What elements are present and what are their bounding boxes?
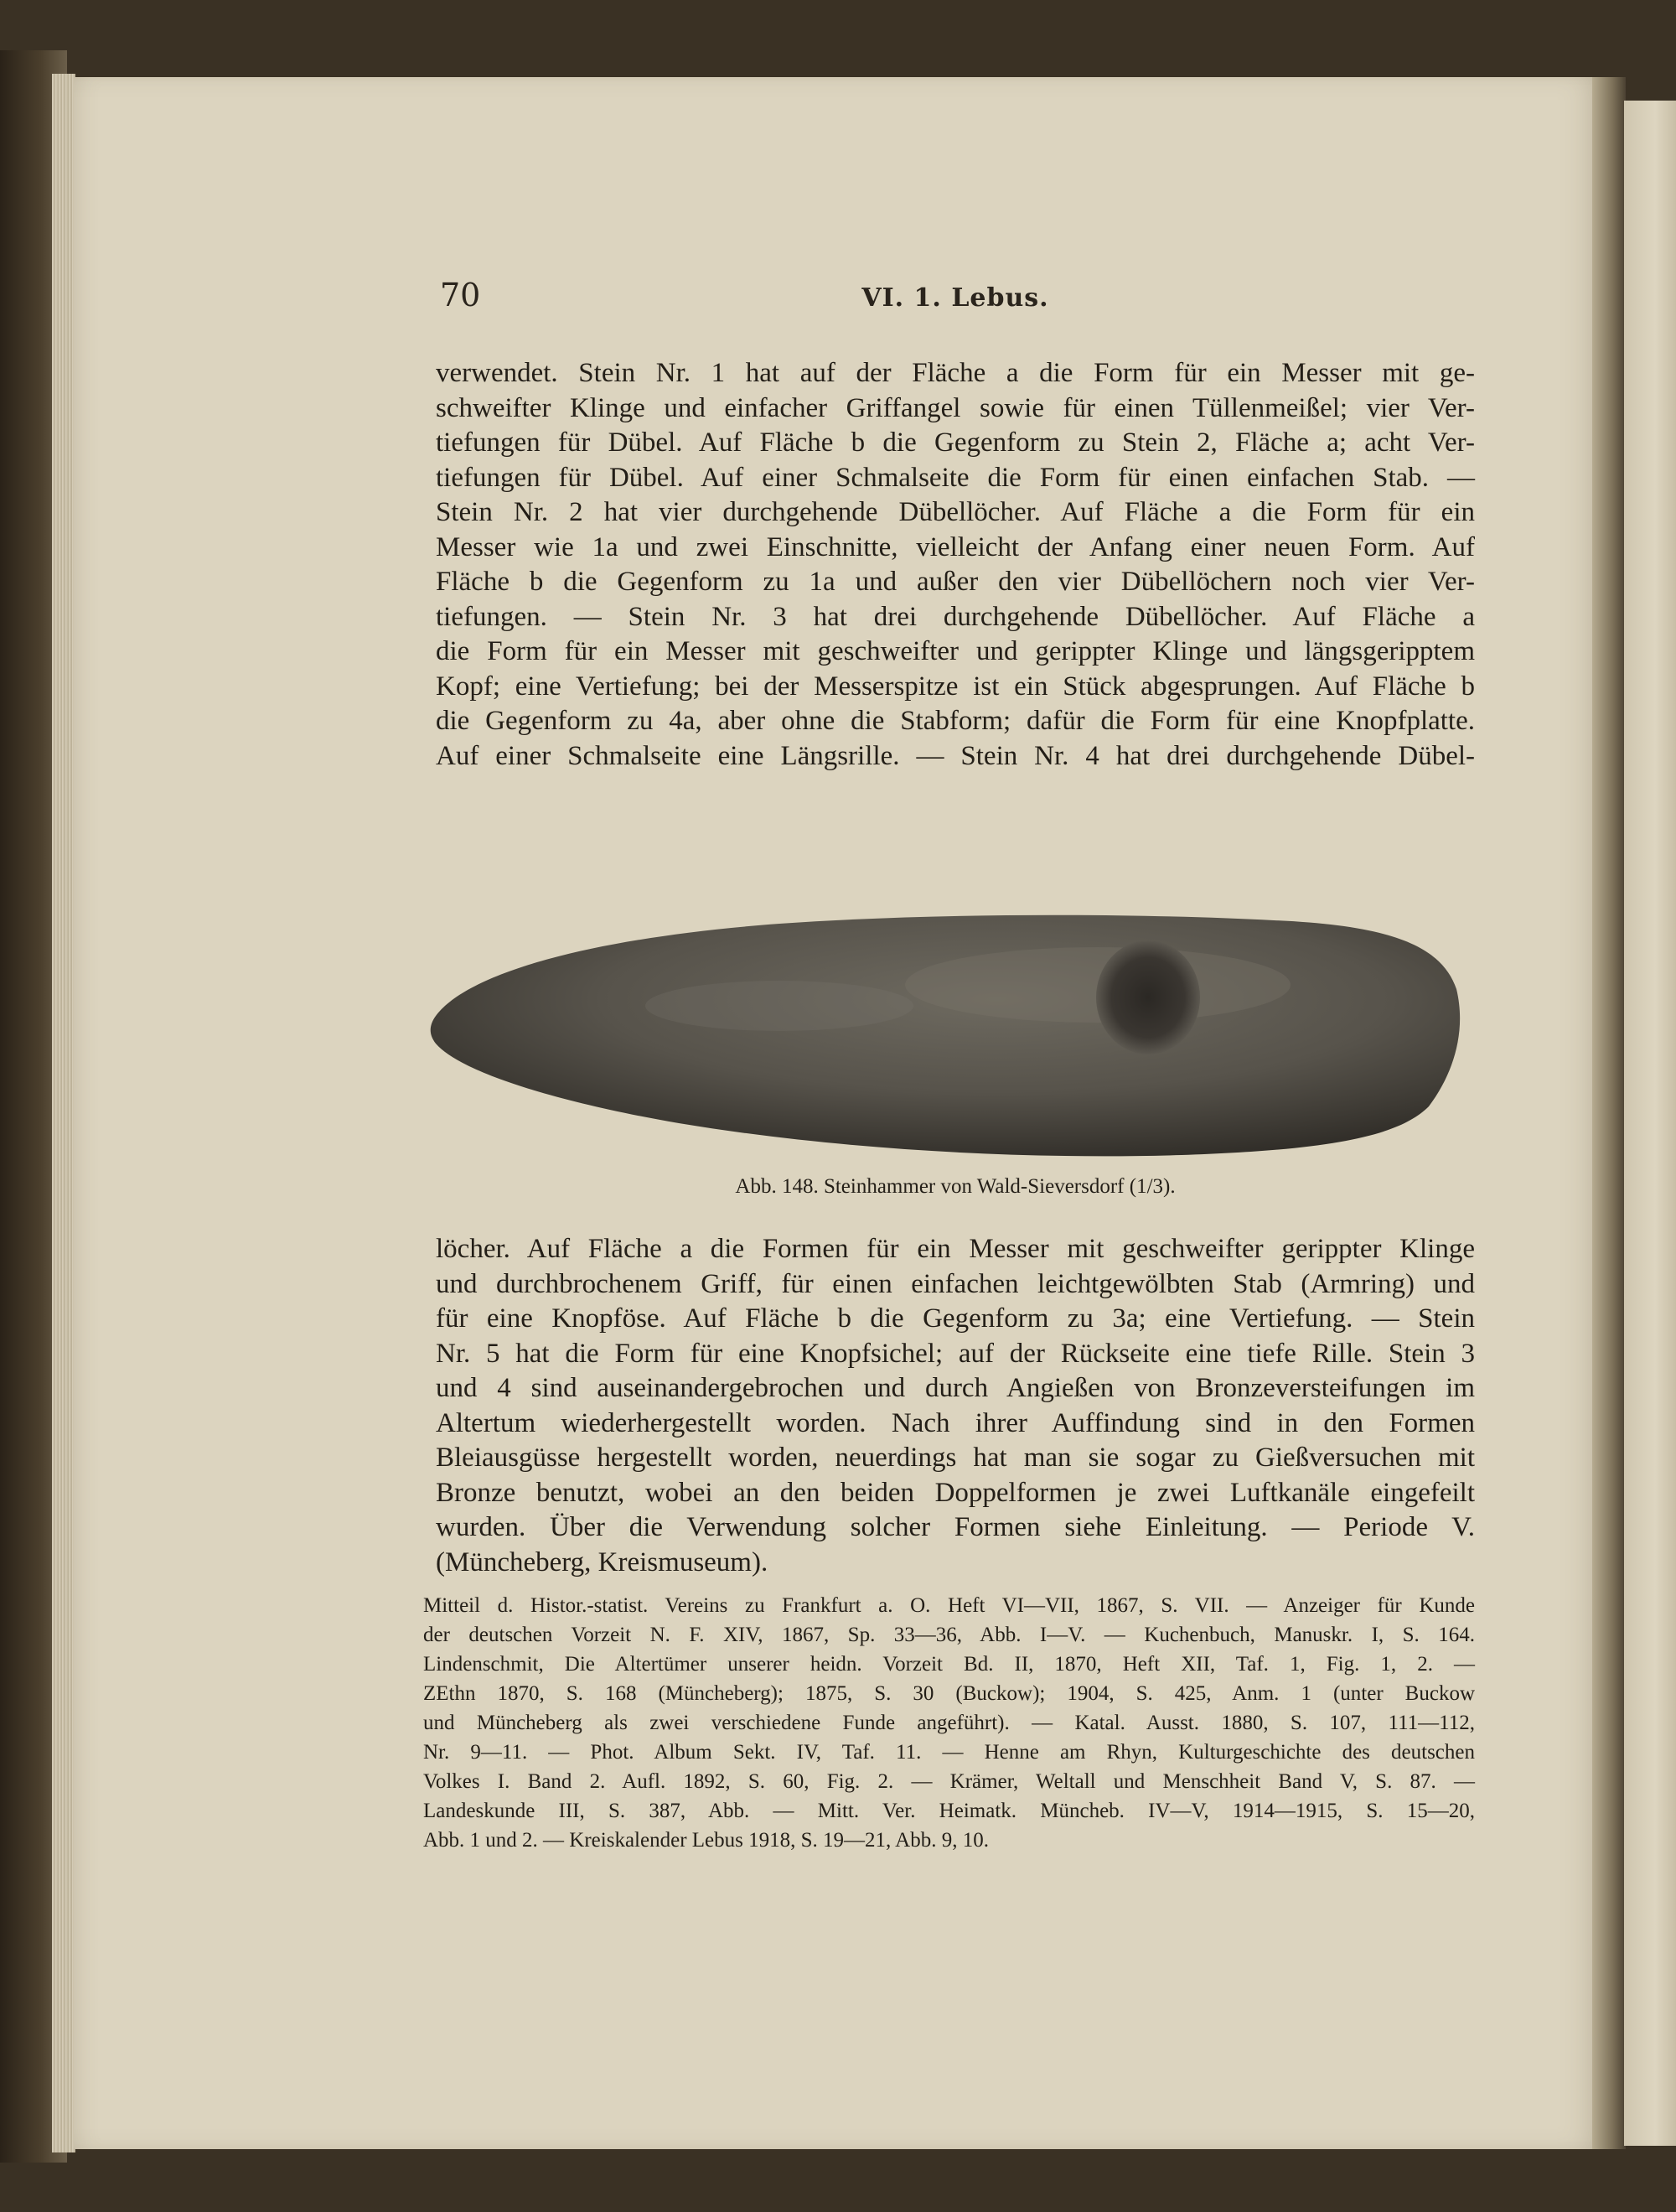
text-line: und 4 sind auseinandergebrochen und durch Angießen von Bronzeversteifungen im (436, 1373, 1475, 1403)
bibliography-line: und Müncheberg als zwei verschiedene Funde angeführt). — Katal. Ausst. 1880, S. 107, 111—112, (423, 1712, 1475, 1734)
book-gutter (1592, 77, 1626, 2149)
page-number: 70 (440, 277, 481, 313)
bibliography (423, 1591, 1475, 1855)
paragraph-1 (436, 356, 1475, 774)
text-line: die Form für ein Messer mit geschweifter und gerippter Klinge und längsgeripptem (436, 636, 1475, 666)
bibliography-line: der deutschen Vorzeit N. F. XIV, 1867, Sp. 33—36, Abb. I—V. — Kuchenbuch, Manuskr. I, S. 164. (423, 1624, 1475, 1646)
text-line: und durchbrochenem Griff, für einen einfachen leichtgewölbten Stab (Armring) und (436, 1268, 1475, 1299)
bibliography-line: Volkes I. Band 2. Aufl. 1892, S. 60, Fig. 2. — Krämer, Weltall und Menschheit Band V, S. 87. — (423, 1770, 1475, 1793)
stone-hammer-figure (427, 905, 1466, 1165)
running-head: VI. 1. Lebus. (861, 283, 1049, 313)
bibliography-line: Abb. 1 und 2. — Kreiskalender Lebus 1918, S. 19—21, Abb. 9, 10. (423, 1829, 989, 1852)
text-line: Altertum wiederhergestellt worden. Nach ihrer Auffindung sind in den Formen (436, 1407, 1475, 1438)
bibliography-line: Mitteil d. Histor.-statist. Vereins zu Frankfurt a. O. Heft VI—VII, 1867, S. VII. — Anzeiger für Kunde (423, 1594, 1475, 1617)
paragraph-2 (436, 1232, 1475, 1580)
bibliography-line: Nr. 9—11. — Phot. Album Sekt. IV, Taf. 11. — Henne am Rhyn, Kulturgeschichte des deutschen (423, 1741, 1475, 1764)
page-header (440, 277, 1471, 327)
bibliography-line: Lindenschmit, Die Altertümer unserer heidn. Vorzeit Bd. II, 1870, Heft XII, Taf. 1, Fig. 1, 2. — (423, 1653, 1475, 1676)
text-line: Messer wie 1a und zwei Einschnitte, vielleicht der Anfang einer neuen Form. Auf (436, 531, 1475, 562)
text-line: Bronze benutzt, wobei an den beiden Doppelformen je zwei Luftkanäle eingefeilt (436, 1477, 1475, 1508)
text-line: für eine Knopföse. Auf Fläche b die Gegenform zu 3a; eine Vertiefung. — Stein (436, 1303, 1475, 1334)
text-line: löcher. Auf Fläche a die Formen für ein Messer mit geschweifter gerippter Klinge (436, 1234, 1475, 1264)
text-line: Bleiausgüsse hergestellt worden, neuerdings hat man sie sogar zu Gießversuchen mit (436, 1443, 1475, 1473)
text-line: Nr. 5 hat die Form für eine Knopfsichel; auf der Rückseite eine tiefe Rille. Stein 3 (436, 1338, 1475, 1369)
text-line: Stein Nr. 2 hat vier durchgehende Dübellöcher. Auf Fläche a die Form für ein (436, 497, 1475, 527)
page-edges (52, 74, 75, 2152)
text-line: verwendet. Stein Nr. 1 hat auf der Fläche a die Form für ein Messer mit ge- (436, 358, 1475, 388)
text-line: Fläche b die Gegenform zu 1a und außer den vier Dübellöchern noch vier Ver- (436, 567, 1475, 597)
text-line: schweifter Klinge und einfacher Griffangel sowie für einen Tüllenmeißel; vier Ver- (436, 392, 1475, 423)
bibliography-line: Landeskunde III, S. 387, Abb. — Mitt. Ver. Heimatk. Müncheb. IV—V, 1914—1915, S. 15—20, (423, 1800, 1475, 1822)
text-line: tiefungen für Dübel. Auf Fläche b die Gegenform zu Stein 2, Fläche a; acht Ver- (436, 427, 1475, 458)
text-line: wurden. Über die Verwendung solcher Formen siehe Einleitung. — Periode V. (436, 1512, 1475, 1542)
text-line: (Müncheberg, Kreismuseum). (436, 1546, 768, 1577)
stone-hammer-illustration (427, 905, 1466, 1165)
text-line: Auf einer Schmalseite eine Längsrille. — Stein Nr. 4 hat drei durchgehende Dübel- (436, 740, 1475, 771)
facing-page-edge (1624, 101, 1676, 2146)
text-line: Kopf; eine Vertiefung; bei der Messerspitze ist ein Stück abgesprungen. Auf Fläche b (436, 671, 1475, 702)
figure-caption: Abb. 148. Steinhammer von Wald-Sieversdorf (1/3). (735, 1175, 1176, 1198)
text-line: tiefungen für Dübel. Auf einer Schmalseite die Form für einen einfachen Stab. — (436, 462, 1475, 493)
text-line: tiefungen. — Stein Nr. 3 hat drei durchgehende Dübellöcher. Auf Fläche a (436, 601, 1475, 632)
text-line: die Gegenform zu 4a, aber ohne die Stabform; dafür die Form für eine Knopfplatte. (436, 706, 1475, 736)
bibliography-line: ZEthn 1870, S. 168 (Müncheberg); 1875, S. 30 (Buckow); 1904, S. 425, Anm. 1 (unter Buckow (423, 1682, 1475, 1705)
